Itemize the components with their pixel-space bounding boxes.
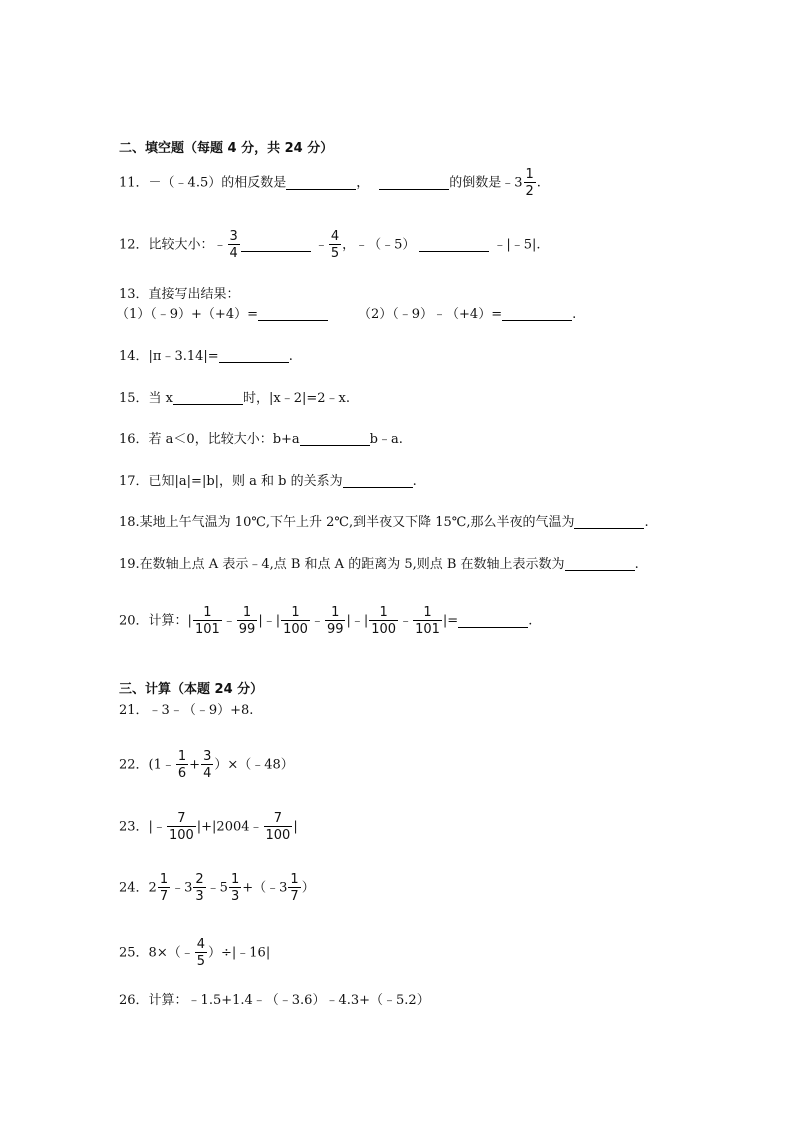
q20-end: . — [528, 613, 533, 629]
question-15 — [119, 390, 350, 408]
q13-part-2: （2）（﹣9）﹣（+4）= — [358, 307, 503, 322]
q25-fraction-1: $\frac{4}{5}$ — [196, 937, 205, 969]
q15-blank[interactable] — [173, 390, 243, 405]
q19-end: . — [634, 557, 639, 572]
q24-text-a: 24．2 — [119, 880, 157, 896]
q12-fraction-2: $\frac{4}{5}$ — [330, 229, 340, 261]
q24-text-d: +（﹣3 — [242, 880, 288, 896]
q22-fraction-2: $\frac{3}{4}$ — [203, 749, 212, 781]
q24-fraction-3: $\frac{1}{3}$ — [230, 872, 240, 904]
q20-fraction-1: $\frac{1}{101}$ — [194, 605, 220, 637]
q23-fraction-1: $\frac{7}{100}$ — [168, 811, 194, 843]
question-14 — [119, 348, 293, 366]
section-heading-calc: 三、计算（本题 24 分） — [119, 682, 264, 697]
question-13-title: 13．直接写出结果： — [119, 287, 240, 302]
question-17 — [119, 473, 417, 491]
q17-text: 17．已知|a|=|b|，则 a 和 b 的关系为 — [119, 474, 343, 489]
q20-minus-3: ﹣ — [399, 613, 413, 629]
question-12 — [119, 230, 541, 260]
q12-text-c: ，﹣（﹣5） — [342, 237, 416, 253]
q12-minus: ﹣ — [314, 237, 328, 253]
q20-minus-2: ﹣ — [310, 613, 324, 629]
q16-text-a: 16．若 a＜0，比较大小：b+a — [119, 432, 300, 447]
q20-fraction-2: $\frac{1}{99}$ — [238, 605, 256, 637]
q17-end: . — [412, 474, 417, 489]
q20-fraction-6: $\frac{1}{101}$ — [415, 605, 440, 637]
q23-text-c: | — [293, 819, 298, 835]
q24-fraction-1: $\frac{1}{7}$ — [159, 872, 169, 904]
q22-text-a: 22．(1﹣ — [119, 757, 175, 773]
q13-part-1: （1）（﹣9）+（+4）= — [116, 307, 258, 322]
q13-blank-2[interactable] — [502, 306, 572, 321]
q17-blank[interactable] — [343, 473, 413, 488]
q20-fraction-3: $\frac{1}{100}$ — [283, 605, 308, 637]
q25-text-a: 25．8×（﹣ — [119, 945, 194, 961]
question-11 — [119, 168, 541, 198]
q12-text-a: 12．比较大小：﹣ — [119, 237, 227, 253]
q13-end: . — [572, 307, 577, 322]
q20-text-b: |﹣| — [258, 613, 281, 629]
q24-fraction-2: $\frac{2}{3}$ — [195, 872, 204, 904]
q12-blank-1[interactable] — [241, 237, 311, 252]
q20-blank[interactable] — [458, 613, 528, 628]
q22-text-c: ）×（﹣48） — [214, 757, 294, 773]
q22-fraction-1: $\frac{1}{6}$ — [177, 749, 187, 781]
q24-text-b: ﹣3 — [171, 880, 193, 896]
q22-plus: + — [189, 757, 201, 773]
q24-text-c: ﹣5 — [206, 880, 228, 896]
q23-text-a: 23．|﹣ — [119, 819, 166, 835]
section-heading-fill: 二、填空题（每题 4 分，共 24 分） — [119, 141, 334, 156]
q18-end: . — [644, 515, 649, 530]
question-21: 21．﹣3﹣（﹣9）+8. — [119, 703, 254, 718]
q19-text: 19.在数轴上点 A 表示﹣4,点 B 和点 A 的距离为 5,则点 B 在数轴上表示数为 — [119, 557, 565, 572]
q20-text-c: |﹣| — [346, 613, 369, 629]
q15-text-b: 时，|x﹣2|=2﹣x. — [243, 391, 351, 406]
q18-text: 18.某地上午气温为 10℃,下午上升 2℃,到半夜又下降 15℃,那么半夜的气温为 — [119, 515, 575, 530]
q16-text-b: b﹣a. — [369, 432, 403, 447]
q14-end: . — [288, 349, 293, 364]
q23-text-b: |+|2004﹣ — [196, 819, 263, 835]
question-22 — [119, 750, 294, 780]
question-23 — [119, 812, 298, 842]
q11-blank-1[interactable] — [286, 175, 356, 190]
q11-text-a: 11．－（﹣4.5）的相反数是 — [119, 175, 287, 191]
q11-blank-2[interactable] — [379, 175, 449, 190]
q14-text: 14．|π﹣3.14|= — [119, 349, 219, 364]
q24-fraction-4: $\frac{1}{7}$ — [290, 872, 299, 904]
q23-fraction-2: $\frac{7}{100}$ — [265, 811, 291, 843]
question-16 — [119, 431, 403, 449]
question-25 — [119, 938, 270, 968]
question-19 — [119, 556, 639, 574]
q14-blank[interactable] — [219, 348, 289, 363]
q18-blank[interactable] — [574, 514, 644, 529]
q11-end: . — [536, 175, 541, 191]
q20-minus-1: ﹣ — [222, 613, 236, 629]
q20-fraction-4: $\frac{1}{99}$ — [326, 605, 344, 637]
q11-text-b: ， — [356, 175, 370, 191]
question-26: 26．计算：﹣1.5+1.4﹣（﹣3.6）﹣4.3+（﹣5.2） — [119, 993, 430, 1008]
q13-blank-1[interactable] — [258, 306, 328, 321]
q20-fraction-5: $\frac{1}{100}$ — [371, 605, 397, 637]
question-20 — [119, 606, 532, 636]
question-18 — [119, 514, 649, 532]
q12-fraction-1: $\frac{3}{4}$ — [229, 229, 238, 261]
q20-text-d: |= — [442, 613, 459, 629]
question-13-parts — [116, 306, 576, 324]
question-24 — [119, 873, 315, 903]
q11-fraction: $\frac{1}{2}$ — [525, 167, 534, 199]
q15-text-a: 15．当 x — [119, 391, 174, 406]
q16-blank[interactable] — [300, 431, 370, 446]
q12-blank-2[interactable] — [419, 237, 489, 252]
q19-blank[interactable] — [565, 556, 635, 571]
q12-text-d: ﹣|﹣5|. — [493, 237, 541, 253]
q11-text-c: 的倒数是﹣3 — [449, 175, 523, 191]
q25-text-b: ）÷|﹣16| — [208, 945, 271, 961]
q24-text-e: ） — [301, 880, 315, 896]
q20-text-a: 20．计算：| — [119, 613, 192, 629]
